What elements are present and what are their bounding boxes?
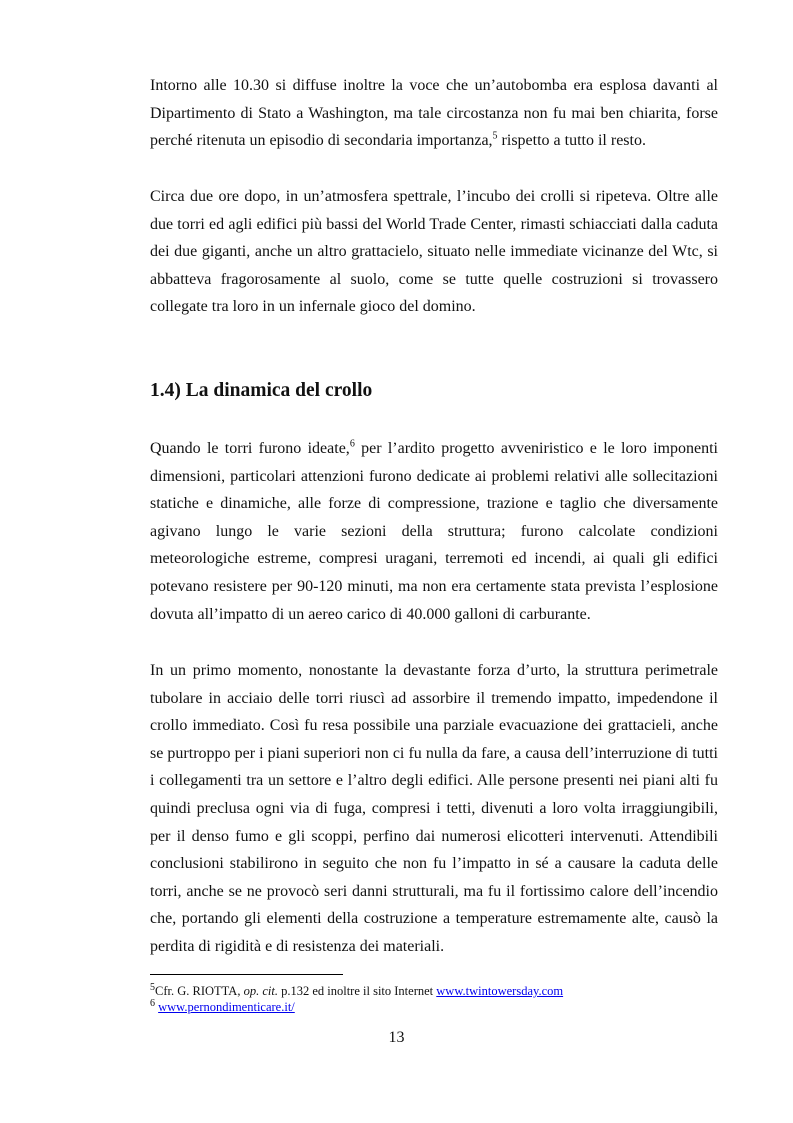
paragraph-3-text-end: per l’ardito progetto avveniristico e le loro imponenti dimensioni, particolari attenzioni furono dedicate ai problemi relativi alle sollecitazioni statiche e dinamiche, alle forze di compressione, trazione e taglio che diversamente agivano lungo le varie sezioni della struttura; furono calcolate condizioni meteorologiche estreme, compresi uragani, terremoti ed incendi, ai quali gli edifici potevano resistere per 90-120 minuti, ma non era certamente stata prevista l’esplosione dovuta all’impatto di un aereo carico di 40.000 galloni di carburante. — [150, 440, 718, 623]
paragraph-1 — [150, 72, 718, 155]
footnote-6-link[interactable]: www.pernondimenticare.it/ — [158, 1000, 295, 1014]
footnote-ref-6[interactable]: 6 — [349, 438, 355, 450]
section-heading: 1.4) La dinamica del crollo — [150, 380, 373, 401]
footnote-5-italic: op. cit. — [243, 984, 278, 998]
page-number: 13 — [388, 1029, 405, 1046]
footnote-separator — [150, 974, 343, 975]
footnote-5 — [150, 983, 563, 999]
footnote-5-link[interactable]: www.twintowersday.com — [436, 984, 564, 998]
footnote-5-text-mid: p.132 ed inoltre il sito Internet — [277, 984, 437, 998]
paragraph-2-text: Circa due ore dopo, in un’atmosfera spettrale, l’incubo dei crolli si ripeteva. Oltre alle due torri ed agli edifici più bassi del World Trade Center, rimasti schiacciati dalla caduta dei due giganti, anche un altro grattacielo, situato nelle immediate vicinanze del Wtc, si abbatteva fragorosamente al suolo, come se tutte quelle costruzioni si trovassero collegate tra loro in un infernale gioco del domino. — [150, 188, 718, 316]
paragraph-1-text-end: rispetto a tutto il resto. — [497, 132, 646, 150]
footnote-5-number: 5 — [150, 981, 155, 993]
paragraph-4 — [150, 657, 718, 961]
footnote-5-text: Cfr. G. RIOTTA, — [155, 984, 244, 998]
footnote-6 — [150, 999, 295, 1015]
footnote-ref-5[interactable]: 5 — [492, 130, 498, 142]
footnote-6-number: 6 — [150, 997, 155, 1009]
paragraph-2 — [150, 183, 718, 321]
paragraph-4-text: In un primo momento, nonostante la devastante forza d’urto, la struttura perimetrale tubolare in acciaio delle torri riuscì ad assorbire il tremendo impatto, impedendone il crollo immediato. Così fu resa possibile una parziale evacuazione dei grattacieli, anche se purtroppo per i piani superiori non ci fu nulla da fare, a causa dell’interruzione di tutti i collegamenti tra un settore e l’altro degli edifici. Alle persone presenti nei piani alti fu quindi preclusa ogni via di fuga, compresi i tetti, divenuti a loro volta irraggiungibili, per il denso fumo e gli scoppi, perfino dai numerosi elicotteri intervenuti. Attendibili conclusioni stabilirono in seguito che non fu l’impatto in sé a causare la caduta delle torri, anche se ne provocò seri danni strutturali, ma fu il fortissimo calore dell’incendio che, portando gli elementi della costruzione a temperature estremamente alte, causò la perdita di rigidità e di resistenza dei materiali. — [150, 662, 718, 955]
paragraph-1-text: Intorno alle 10.30 si diffuse inoltre la voce che un’autobomba era esplosa davanti al Dipartimento di Stato a Washington, ma tale circostanza non fu mai ben chiarita, forse perché ritenuta un episodio di secondaria importanza, — [150, 77, 718, 150]
paragraph-3-text: Quando le torri furono ideate, — [150, 440, 350, 457]
paragraph-3 — [150, 435, 718, 628]
